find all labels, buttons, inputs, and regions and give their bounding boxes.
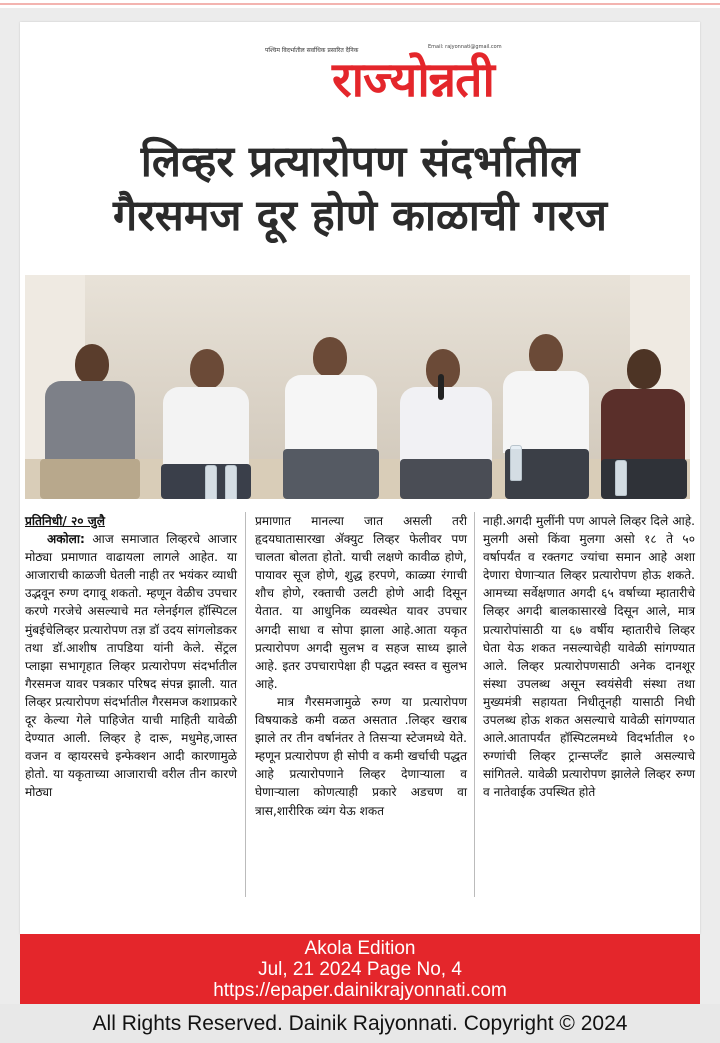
person-1 — [35, 309, 140, 499]
edition-name: Akola Edition — [304, 938, 416, 959]
microphone — [438, 374, 444, 400]
edition-date-page: Jul, 21 2024 Page No, 4 — [258, 959, 462, 980]
masthead-tagline: पश्चिम विदर्भातील सर्वाधिक प्रसारित दैनिक — [265, 47, 359, 54]
edition-footer — [20, 934, 700, 1004]
newspaper-clipping — [20, 22, 700, 934]
article-dateline-place: अकोला: — [47, 532, 85, 547]
top-strip — [0, 0, 720, 8]
article-byline: प्रतिनिधी/ २० जुलै — [25, 514, 105, 528]
water-bottle — [615, 460, 627, 496]
article-column-2-text-a: प्रमाणात मानल्या जात असली तरी हृदयघातासारखा ॲक्युट लिव्हर फेलीवर पण चालता बोलता होतो. याची लक्षणे कावीळ होणे, पायावर सूज होणे, शुद्ध हरपणे, काळ्या रंगाची शौच होणे, रक्ताची उलटी होणे आदी दिसून येतात. या आधुनिक व्यवस्थेत यावर उपचार अगदी साधा व सोपा झाला आहे.आता यकृत प्रत्यारोपण अगदी सुलभ व सहज साध्य झाले आहे. इतर उपचारापेक्षा ही पद्धत स्वस्त व सुलभ आहे. — [255, 514, 467, 691]
article-column-2 — [255, 512, 467, 820]
column-divider — [474, 512, 475, 897]
article-column-3 — [483, 512, 695, 802]
newspaper-logo: राज्योन्नती — [332, 52, 494, 108]
article-body — [25, 512, 695, 902]
article-column-2-text-b: मात्र गैरसमजामुळे रुग्ण या प्रत्यारोपण विषयाकडे कमी वळत असतात .लिव्हर खराब झाले तर तीन वर्षानंतर ते तिसऱ्या स्टेजमध्ये येते. म्हणून प्रत्यारोपण ही सोपी व कमी खर्चाची पद्धत आहे प्रत्यारोपणाने लिव्हर देणाऱ्याला व घेणाऱ्याला कोणत्याही प्रकारे अडचण वा त्रास,शारीरिक व्यंग येऊ शकत — [255, 694, 467, 818]
epaper-link[interactable]: https://epaper.dainikrajyonnati.com — [213, 980, 507, 1001]
top-strip-line — [0, 3, 720, 5]
person-6 — [595, 309, 690, 499]
water-bottle — [225, 465, 237, 499]
person-3 — [275, 299, 385, 499]
article-column-3-text: नाही.अगदी मुलींनी पण आपले लिव्हर दिले आहे. मुलगी असो किंवा मुलगा असो १८ ते ५० वर्षापर्यंत व रक्तगट ज्यांचा समान आहे अशा देणारा घेणाऱ्यात लिव्हर प्रत्यारोपण होऊ शकते. आमच्या सर्वेक्षणात अगदी ६५ वर्षाच्या म्हातारीचे लिव्हर अगदी बालकासारखे दिसून आले, मात्र प्रत्यारोपांसाठी या ६७ वर्षीय म्हातारीचे लिव्हर घेता येऊ शकत नसल्याचेही यावेळी सांगण्यात आले. लिव्हर प्रत्यारोपणसाठी अनेक दानशूर संस्था उपलब्ध असून स्वयंसेवी संस्था तथा मुख्यमंत्री सहायता निधीतूनही यासाठी निधी उपलब्ध होऊ शकत असल्याचे यावेळी सांगण्यात आले.आतापर्यंत हॉस्पिटलमध्ये विदर्भातील १० रुग्णांची लिव्हर ट्रान्सप्लँट झाले असल्याचे सांगितले. यावेळी प्रत्यारोपण झालेले लिव्हर रुग्ण व नातेवाईक उपस्थित होते — [483, 514, 695, 800]
masthead — [20, 22, 700, 117]
article-headline — [40, 135, 680, 243]
masthead-email: Email: rajyonnati@gmail.com — [428, 44, 502, 50]
headline-line-2: गैरसमज दूर होणे काळाची गरज — [113, 191, 607, 241]
copyright-notice: All Rights Reserved. Dainik Rajyonnati. Copyright © 2024 — [0, 1004, 720, 1043]
person-4-speaking — [390, 299, 500, 499]
press-conference-photo — [25, 275, 690, 499]
article-column-1-text: आज समाजात लिव्हरचे आजार मोठ्या प्रमाणात वाढायला लागले आहेत. या आजाराची काळजी घेतली नाही तर भयंकर व्याधी उद्भवून रुग्ण दगावू शकतो. म्हणून वेळीच उपचार करणे गरजेचे असल्याचे मत ग्लेनईगल हॉस्पिटल मुंबईचेलिव्हर प्रत्यारोपण तज्ञ डॉ उदय सांगलोडकर तथा डॉ.आशीष तापडिया यांनी केले. सेंट्रल प्लाझा सभागृहात लिव्हर प्रत्यारोपण संदर्भातील गैरसमज यावर पत्रकार परिषद संपन्न झाली. यात लिव्हर प्रत्यारोपण संदर्भातील गैरसमज कशाप्रकारे दूर केल्या गेले पाहिजेत याची माहिती यावेळी देण्यात आली. लिव्हर हे दारू, मधुमेह,जास्त वजन व व्हायरसचे इन्फेक्शन आदी कारणामुळे होतो. या यकृताच्या आजाराची वरील तीन कारणे मोठ्या — [25, 532, 237, 800]
water-bottle — [510, 445, 522, 481]
column-divider — [245, 512, 246, 897]
water-bottle — [205, 465, 217, 499]
headline-line-1: लिव्हर प्रत्यारोपण संदर्भातील — [140, 137, 580, 187]
article-column-1 — [25, 512, 237, 802]
